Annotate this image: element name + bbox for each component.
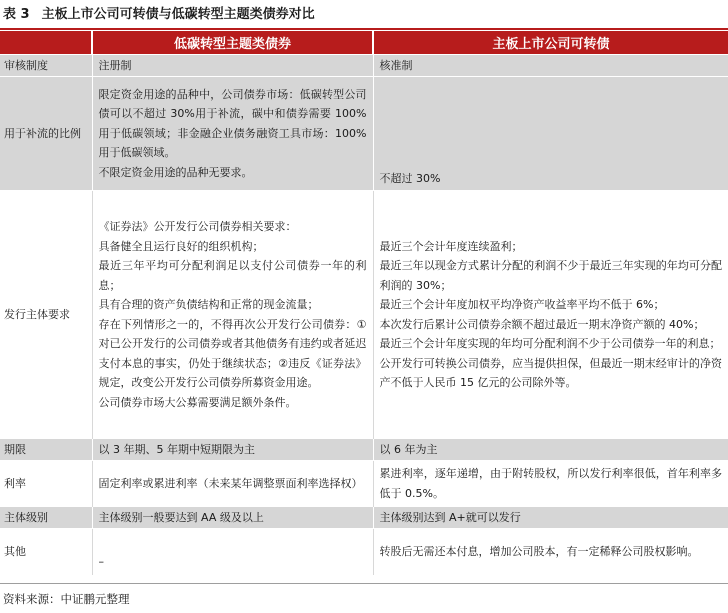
row-key: 发行主体要求: [0, 191, 92, 439]
text-line: 不限定资金用途的品种无要求。: [98, 165, 253, 179]
row-key: 其他: [0, 529, 92, 575]
table-number: 表 3: [3, 7, 30, 22]
cell-right: 不超过 30%: [373, 77, 728, 191]
cell-left: 主体级别一般要达到 AA 级及以上: [92, 507, 373, 529]
cell-left: [92, 191, 373, 439]
cell-left: [92, 77, 373, 191]
header-convertible: 主板上市公司可转债: [373, 31, 728, 55]
row-other: [0, 529, 728, 575]
top-rule: [0, 28, 728, 30]
row-key: [0, 77, 92, 191]
text-line: 限定资金用途的品种中，公司债券市场：低碳转型公司债可以不超过 30%用于补流，碳中和债券需要 100%用于低碳领域；非金融企业债务融资工具市场：100%用于低碳领域。: [98, 87, 367, 160]
row-key: 审核制度: [0, 55, 92, 77]
cell-right: [373, 191, 728, 439]
cell-right: 主体级别达到 A+就可以发行: [373, 507, 728, 529]
cell-left: 固定利率或累进利率（未来某年调整票面利率选择权）: [92, 461, 373, 507]
row-key-text: 用于补流的比例: [4, 126, 81, 140]
row-working-capital-ratio: [0, 77, 728, 191]
row-issuer-requirements: [0, 191, 728, 439]
table-title: 主板上市公司可转债与低碳转型主题类债券对比: [41, 7, 315, 22]
cell-right: 累进利率，逐年递增，由于附转股权，所以发行利率很低，首年利率多低于 0.5%。: [373, 461, 728, 507]
cell-left: 以 3 年期、5 年期中短期限为主: [92, 439, 373, 461]
row-issuer-rating: [0, 507, 728, 529]
text-line: 本次发行后累计公司债券余额不超过最近一期末净资产额的 40%；: [379, 317, 705, 331]
row-key: 期限: [0, 439, 92, 461]
text-line: 《证券法》公开发行公司债券相关要求：: [98, 220, 297, 233]
text-line: 最近三年以现金方式累计分配的利润不少于最近三年实现的年均可分配利润的 30%；: [379, 259, 722, 292]
text-line: 具备健全且运行良好的组织机构；: [98, 239, 264, 253]
text-line: 存在下列情形之一的，不得再次公开发行公司债券：①对已公开发行的公司债券或者其他债务有违约或者延迟支付本息的事实，仍处于继续状态；②违反《证券法》规定，改变公开发行公司债券所募资金用途。: [98, 317, 367, 389]
comparison-table: [0, 31, 728, 575]
cell-left: 注册制: [92, 55, 373, 77]
text-line: 最近三个会计年度实现的年均可分配利润不少于公司债券一年的利息；: [379, 337, 721, 350]
header-low-carbon: 低碳转型主题类债券: [92, 31, 373, 55]
row-key: 利率: [0, 461, 92, 507]
table-caption: [3, 4, 315, 26]
header-row: [0, 31, 728, 55]
cell-left: –: [92, 529, 373, 575]
cell-right: 转股后无需还本付息，增加公司股本，有一定稀释公司股权影响。: [373, 529, 728, 575]
header-empty-cell: [0, 31, 92, 55]
text-line: 最近三个会计年度加权平均净资产收益率平均不低于 6%；: [379, 298, 665, 311]
row-key: 主体级别: [0, 507, 92, 529]
text-line: 最近三年平均可分配利润足以支付公司债券一年的利息；: [98, 259, 367, 292]
row-term: [0, 439, 728, 461]
text-line: 公开发行可转换公司债券，应当提供担保，但最近一期末经审计的净资产不低于人民币 15 亿元的公司除外等。: [379, 356, 722, 389]
text-line: 公司债券市场大公募需要满足额外条件。: [98, 395, 297, 409]
source-note: 资料来源：中证鹏元整理: [3, 592, 130, 606]
cell-right: 核准制: [373, 55, 728, 77]
bottom-rule: [0, 583, 728, 584]
row-interest-rate: [0, 461, 728, 507]
row-review-system: [0, 55, 728, 77]
cell-right: 以 6 年为主: [373, 439, 728, 461]
text-line: 具有合理的资产负债结构和正常的现金流量；: [98, 298, 319, 311]
text-line: 最近三个会计年度连续盈利；: [379, 239, 523, 253]
